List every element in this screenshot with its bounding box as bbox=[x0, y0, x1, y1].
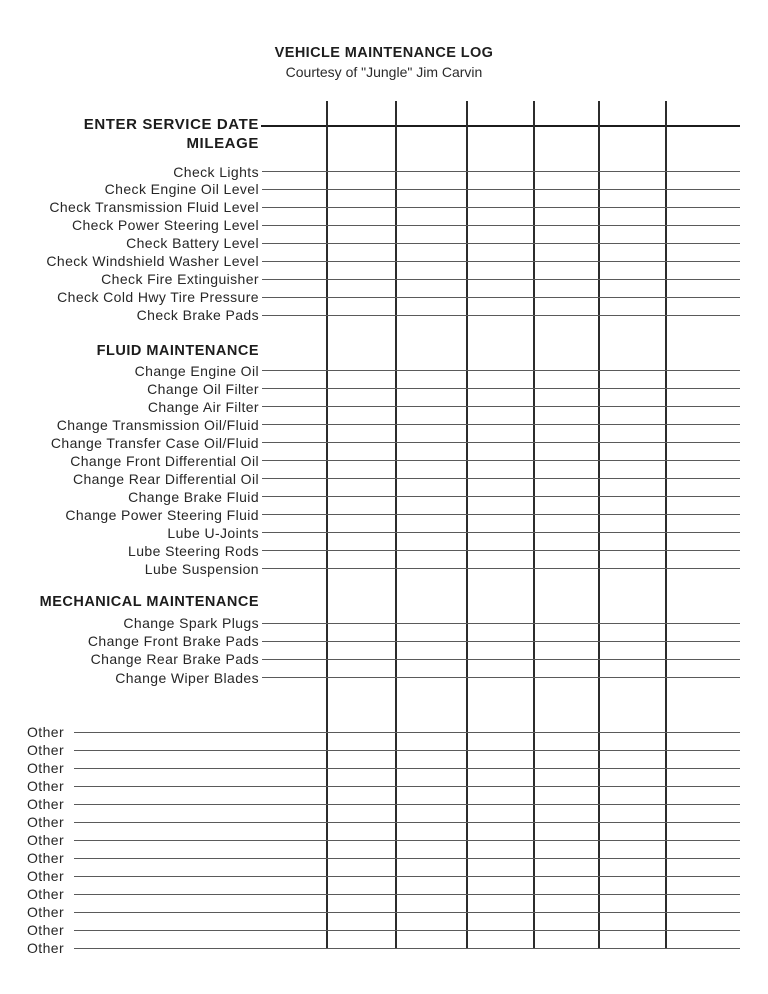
mileage-label: MILEAGE bbox=[186, 135, 259, 152]
row-line bbox=[74, 804, 740, 805]
row-line bbox=[262, 496, 740, 497]
row-line bbox=[262, 243, 740, 244]
service-row bbox=[30, 470, 740, 488]
row-label: Check Battery Level bbox=[126, 235, 259, 252]
service-row bbox=[30, 288, 740, 306]
service-row bbox=[30, 506, 740, 524]
service-row bbox=[30, 632, 740, 650]
row-line bbox=[262, 388, 740, 389]
row-line bbox=[262, 261, 740, 262]
row-line bbox=[74, 912, 740, 913]
other-row bbox=[27, 813, 740, 831]
row-line bbox=[262, 279, 740, 280]
service-row bbox=[30, 198, 740, 216]
service-row bbox=[30, 163, 740, 181]
row-line bbox=[262, 207, 740, 208]
row-line bbox=[262, 460, 740, 461]
row-line bbox=[262, 225, 740, 226]
row-line bbox=[262, 424, 740, 425]
service-row bbox=[30, 216, 740, 234]
other-label: Other bbox=[27, 904, 65, 920]
service-row bbox=[30, 542, 740, 560]
service-row bbox=[30, 452, 740, 470]
service-row bbox=[30, 524, 740, 542]
row-label: Change Rear Brake Pads bbox=[90, 651, 259, 668]
other-label: Other bbox=[27, 868, 65, 884]
other-row bbox=[27, 759, 740, 777]
row-line bbox=[262, 171, 740, 172]
enter-service-date-label: ENTER SERVICE DATE bbox=[83, 116, 259, 133]
service-row bbox=[30, 650, 740, 668]
service-row bbox=[30, 434, 740, 452]
row-label: Check Engine Oil Level bbox=[104, 181, 259, 198]
row-line bbox=[262, 550, 740, 551]
row-label: Change Transmission Oil/Fluid bbox=[56, 416, 259, 433]
row-line bbox=[262, 297, 740, 298]
row-line bbox=[262, 659, 740, 660]
service-row bbox=[30, 614, 740, 632]
other-row bbox=[27, 939, 740, 957]
row-label: Lube U-Joints bbox=[167, 524, 259, 541]
row-label: Check Fire Extinguisher bbox=[101, 271, 259, 288]
other-row bbox=[27, 777, 740, 795]
row-line bbox=[74, 876, 740, 877]
other-row bbox=[27, 831, 740, 849]
other-label: Other bbox=[27, 760, 65, 776]
row-line bbox=[262, 478, 740, 479]
other-label: Other bbox=[27, 940, 65, 956]
row-line bbox=[74, 750, 740, 751]
row-label: Change Air Filter bbox=[147, 398, 259, 415]
row-line bbox=[74, 894, 740, 895]
row-line bbox=[262, 568, 740, 569]
row-label: Change Engine Oil bbox=[134, 362, 259, 379]
row-label: Change Front Brake Pads bbox=[87, 633, 259, 650]
row-label: Change Oil Filter bbox=[147, 380, 259, 397]
row-label: Check Brake Pads bbox=[136, 307, 259, 324]
row-line bbox=[74, 786, 740, 787]
other-label: Other bbox=[27, 832, 65, 848]
page-subtitle: Courtesy of "Jungle" Jim Carvin bbox=[285, 64, 483, 80]
row-label: Change Brake Fluid bbox=[128, 488, 259, 505]
row-line bbox=[262, 532, 740, 533]
service-row bbox=[30, 380, 740, 398]
row-label: Change Power Steering Fluid bbox=[65, 506, 259, 523]
row-label: Check Power Steering Level bbox=[71, 217, 259, 234]
service-date-header-line bbox=[261, 125, 740, 127]
other-row bbox=[27, 903, 740, 921]
row-line bbox=[74, 768, 740, 769]
section-heading: FLUID MAINTENANCE bbox=[96, 342, 259, 359]
row-label: Check Cold Hwy Tire Pressure bbox=[57, 289, 259, 306]
row-label: Change Front Differential Oil bbox=[70, 452, 259, 469]
row-line bbox=[262, 514, 740, 515]
row-line bbox=[74, 840, 740, 841]
row-line bbox=[262, 677, 740, 678]
other-label: Other bbox=[27, 742, 65, 758]
service-date-mileage-header bbox=[30, 115, 259, 153]
other-row bbox=[27, 921, 740, 939]
other-label: Other bbox=[27, 922, 65, 938]
other-label: Other bbox=[27, 886, 65, 902]
service-row bbox=[30, 669, 740, 687]
row-line bbox=[74, 822, 740, 823]
row-label: Lube Suspension bbox=[144, 560, 259, 577]
row-label: Lube Steering Rods bbox=[128, 542, 259, 559]
other-label: Other bbox=[27, 850, 65, 866]
service-row bbox=[30, 488, 740, 506]
service-row bbox=[30, 234, 740, 252]
service-row bbox=[30, 416, 740, 434]
service-row bbox=[30, 270, 740, 288]
other-label: Other bbox=[27, 778, 65, 794]
row-line bbox=[262, 623, 740, 624]
page-title: VEHICLE MAINTENANCE LOG bbox=[274, 45, 494, 61]
other-label: Other bbox=[27, 724, 65, 740]
row-line bbox=[262, 406, 740, 407]
other-row bbox=[27, 741, 740, 759]
service-row bbox=[30, 306, 740, 324]
row-line bbox=[262, 442, 740, 443]
row-label: Change Rear Differential Oil bbox=[72, 470, 259, 487]
row-line bbox=[262, 641, 740, 642]
row-line bbox=[74, 858, 740, 859]
other-label: Other bbox=[27, 814, 65, 830]
other-label: Other bbox=[27, 796, 65, 812]
row-line bbox=[262, 370, 740, 371]
row-label: Check Transmission Fluid Level bbox=[49, 199, 259, 216]
other-row bbox=[27, 885, 740, 903]
service-row bbox=[30, 362, 740, 380]
row-line bbox=[74, 732, 740, 733]
service-row bbox=[30, 180, 740, 198]
service-row bbox=[30, 560, 740, 578]
row-line bbox=[74, 930, 740, 931]
other-row bbox=[27, 795, 740, 813]
service-row bbox=[30, 398, 740, 416]
row-line bbox=[262, 189, 740, 190]
other-row bbox=[27, 849, 740, 867]
row-label: Check Lights bbox=[173, 163, 259, 180]
section-heading: MECHANICAL MAINTENANCE bbox=[39, 594, 259, 610]
other-row bbox=[27, 723, 740, 741]
service-row bbox=[30, 252, 740, 270]
row-line bbox=[74, 948, 740, 949]
row-label: Change Transfer Case Oil/Fluid bbox=[50, 434, 259, 451]
row-label: Change Spark Plugs bbox=[123, 615, 259, 631]
row-label: Check Windshield Washer Level bbox=[46, 253, 259, 270]
row-label: Change Wiper Blades bbox=[115, 669, 259, 686]
other-row bbox=[27, 867, 740, 885]
row-line bbox=[262, 315, 740, 316]
